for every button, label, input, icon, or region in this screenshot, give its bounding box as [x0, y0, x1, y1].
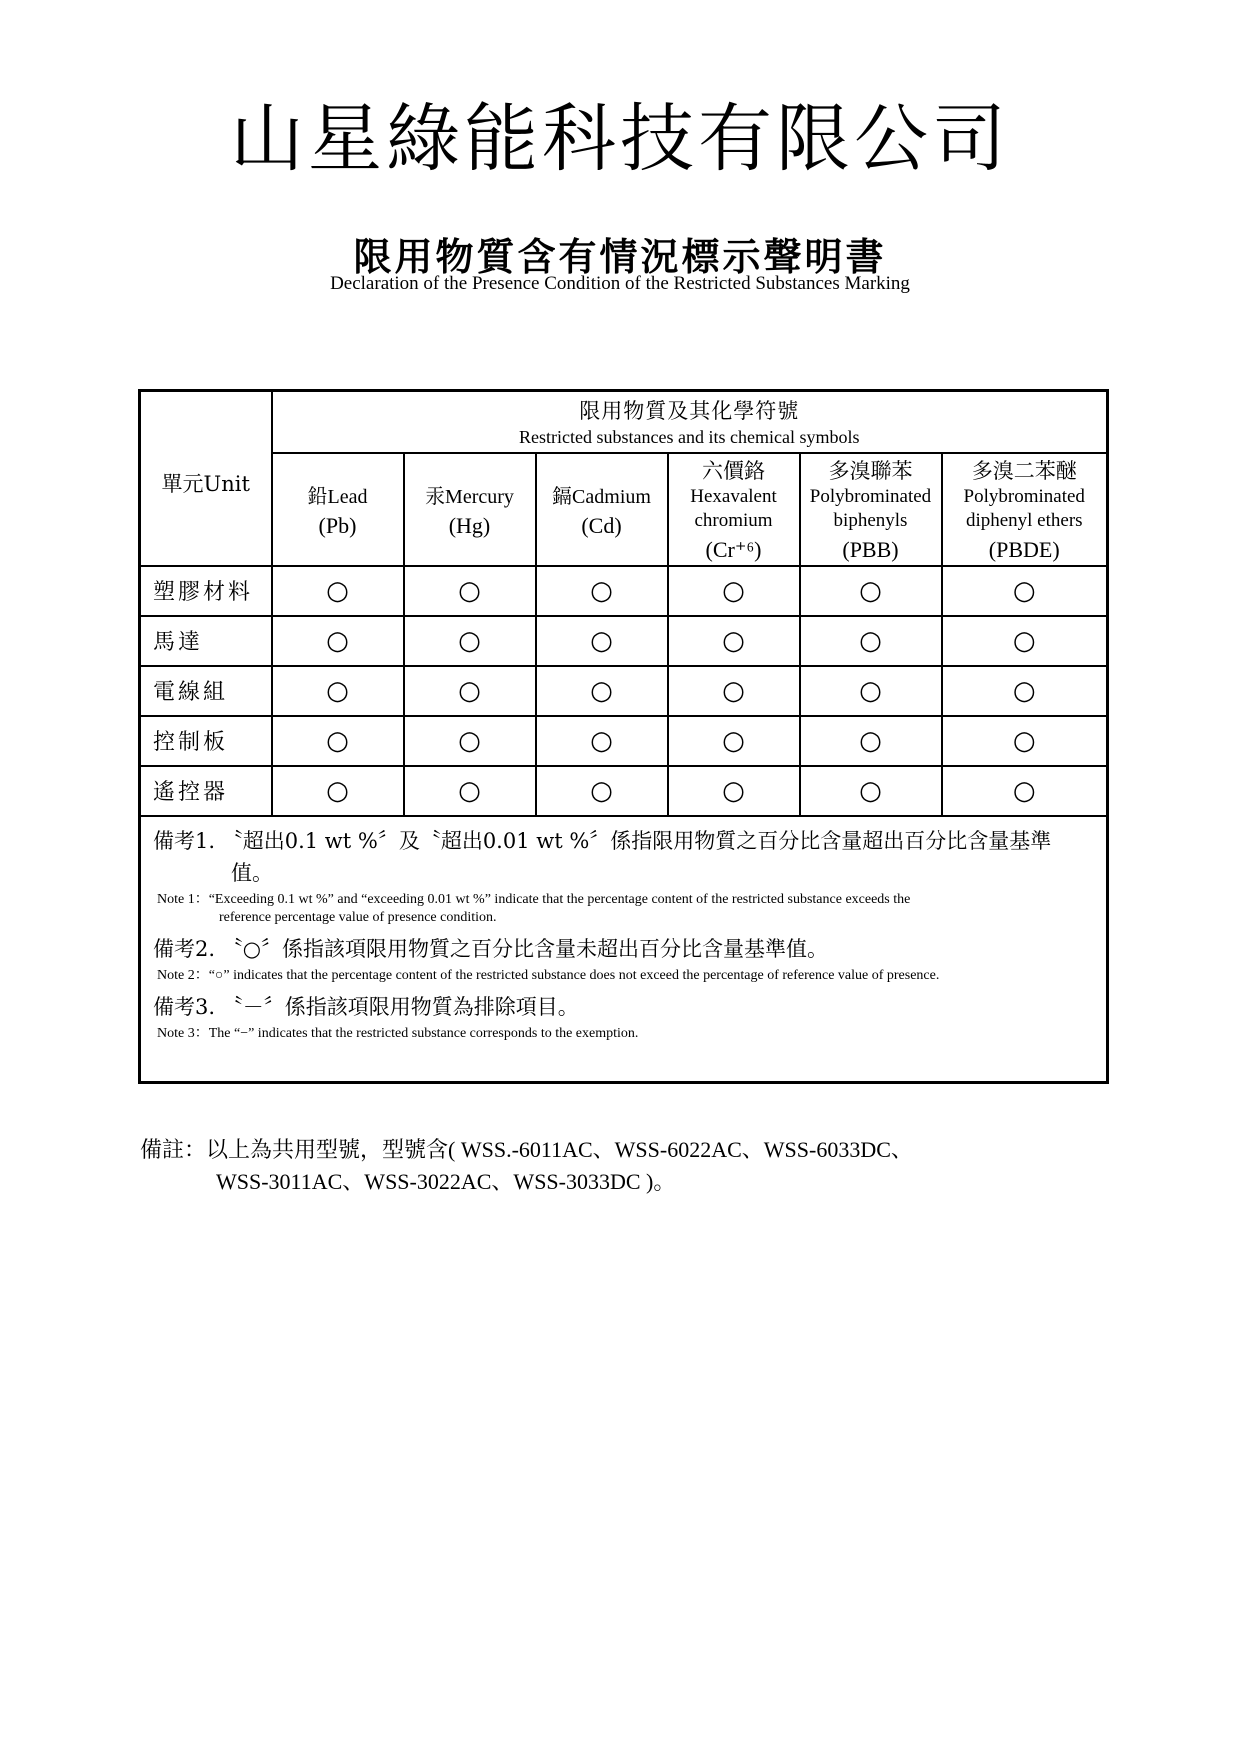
- presence-mark: ○: [458, 775, 481, 806]
- model-remark-line2: WSS-3011AC、WSS-3022AC、WSS-3033DC )。: [216, 1169, 676, 1194]
- note-1-en-line2: reference percentage value of presence condition.: [219, 909, 497, 925]
- note-1-en-line1: Note 1：“Exceeding 0.1 wt %” and “exceeding 0.01 wt %” indicate that the percentage content of the restricted substance exceeds the: [157, 891, 911, 907]
- group-header-en: Restricted substances and its chemical symbols: [519, 427, 860, 448]
- substance-symbol: (Cd): [581, 512, 622, 538]
- note-1-zh-line2: 值。: [231, 860, 273, 885]
- presence-mark: ○: [326, 775, 349, 806]
- table-row: [140, 566, 1108, 616]
- presence-mark: ○: [458, 675, 481, 706]
- substance-name: 鉛Lead: [307, 485, 368, 508]
- substance-symbol: (Cr⁺⁶): [705, 537, 762, 562]
- note-1-zh: [153, 825, 1094, 889]
- table-header-row: [140, 391, 1108, 453]
- substance-header-lead: [272, 453, 404, 566]
- table-row: [140, 616, 1108, 666]
- notes-cell: [140, 816, 1108, 1083]
- presence-mark: ○: [859, 725, 882, 756]
- note-3-zh: 備考3. 〝－〞係指該項限用物質為排除項目。: [153, 994, 579, 1019]
- presence-mark: ○: [458, 725, 481, 756]
- group-header-zh: 限用物質及其化學符號: [579, 399, 800, 424]
- presence-mark: ○: [590, 725, 613, 756]
- presence-mark: ○: [722, 625, 745, 656]
- unit-label: 馬達: [140, 616, 272, 666]
- table-row: [140, 766, 1108, 816]
- substance-name-zh: 多溴聯苯: [828, 459, 913, 483]
- unit-label: 電線組: [140, 666, 272, 716]
- presence-mark: ○: [722, 775, 745, 806]
- presence-mark: ○: [1012, 675, 1036, 706]
- substance-name-en: Polybrominated: [963, 486, 1085, 507]
- model-remark-line1: 備註：以上為共用型號，型號含( WSS.-6011AC、WSS-6022AC、WSS-6033DC、: [140, 1137, 913, 1162]
- unit-label: 遙控器: [140, 766, 272, 816]
- presence-mark: ○: [859, 675, 882, 706]
- presence-mark: ○: [458, 575, 481, 606]
- notes-row: [140, 816, 1108, 1083]
- substance-name-zh: 多溴二苯醚: [971, 459, 1077, 483]
- substance-symbol: (PBDE): [988, 537, 1060, 562]
- substance-symbol: (Hg): [448, 512, 491, 538]
- substance-header-cadmium: [536, 453, 668, 566]
- unit-label: 塑膠材料: [140, 566, 272, 616]
- substance-name-zh: 六價鉻: [702, 459, 765, 483]
- presence-mark: ○: [326, 625, 349, 656]
- substance-header-chromium: [668, 453, 800, 566]
- note-1-zh-line1: 備考1. 〝超出0.1 wt %〞及〝超出0.01 wt %〞係指限用物質之百分比含量超出百分比含量基準: [153, 828, 1052, 853]
- presence-mark: ○: [590, 625, 613, 656]
- substance-name-en: chromium: [694, 510, 773, 531]
- substance-name-en: Hexavalent: [690, 486, 777, 507]
- note-1-en: [157, 891, 1094, 927]
- model-remark: [140, 1134, 1100, 1198]
- substances-group-header: [272, 391, 1108, 453]
- unit-label: 控制板: [140, 716, 272, 766]
- presence-mark: ○: [859, 625, 882, 656]
- presence-mark: ○: [458, 625, 481, 656]
- presence-mark: ○: [1012, 725, 1036, 756]
- substance-name: 鎘Cadmium: [552, 485, 651, 508]
- company-name: 山星綠能科技有限公司: [230, 96, 1010, 182]
- substance-symbol: (PBB): [842, 537, 899, 562]
- table-row: [140, 666, 1108, 716]
- substance-header-row: [140, 453, 1108, 566]
- restricted-substances-table: [138, 389, 1109, 1084]
- document-subtitle: Declaration of the Presence Condition of the Restricted Substances Marking: [330, 273, 910, 294]
- substance-name-en: Polybrominated: [809, 486, 932, 507]
- substance-header-pbb: [800, 453, 942, 566]
- presence-mark: ○: [590, 775, 613, 806]
- presence-mark: ○: [722, 675, 745, 706]
- presence-mark: ○: [326, 725, 349, 756]
- table-row: [140, 716, 1108, 766]
- note-3-en: Note 3：The “−” indicates that the restricted substance corresponds to the exemption.: [157, 1025, 639, 1041]
- presence-mark: ○: [1012, 775, 1036, 806]
- presence-mark: ○: [326, 575, 349, 606]
- substance-symbol: (Pb): [318, 512, 357, 538]
- note-2-zh: 備考2. 〝○〞係指該項限用物質之百分比含量未超出百分比含量基準值。: [153, 936, 829, 961]
- presence-mark: ○: [722, 725, 745, 756]
- presence-mark: ○: [326, 675, 349, 706]
- presence-mark: ○: [722, 575, 745, 606]
- substance-header-pbde: [942, 453, 1108, 566]
- substance-name-en: diphenyl ethers: [965, 510, 1083, 531]
- presence-mark: ○: [590, 675, 613, 706]
- substance-header-mercury: [404, 453, 536, 566]
- substance-name-en: biphenyls: [833, 510, 908, 531]
- presence-mark: ○: [859, 775, 882, 806]
- note-2-en: Note 2：“○” indicates that the percentage content of the restricted substance does not exceed the percentage of reference value of presence.: [157, 967, 940, 983]
- presence-mark: ○: [859, 575, 882, 606]
- document-title: 限用物質含有情況標示聲明書: [353, 234, 887, 279]
- presence-mark: ○: [590, 575, 613, 606]
- presence-mark: ○: [1012, 575, 1036, 606]
- substance-name: 汞Mercury: [425, 485, 514, 508]
- unit-header: 單元Unit: [140, 391, 272, 566]
- presence-mark: ○: [1012, 625, 1036, 656]
